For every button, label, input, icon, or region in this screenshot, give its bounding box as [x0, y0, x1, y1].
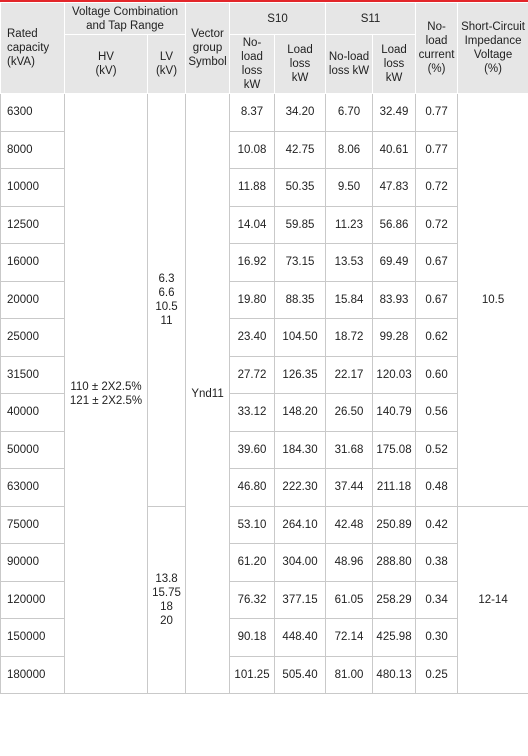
- s11-no-load-cell: 13.53: [326, 244, 373, 282]
- s11-no-load-cell: 81.00: [326, 656, 373, 694]
- s11-no-load-cell: 26.50: [326, 394, 373, 432]
- s10-no-load-cell: 11.88: [230, 169, 275, 207]
- s10-load-cell: 222.30: [275, 469, 326, 507]
- lv-group1-cell: 6.3 6.6 10.5 11: [148, 94, 186, 507]
- s10-no-load-cell: 14.04: [230, 206, 275, 244]
- s11-load-cell: 258.29: [373, 581, 416, 619]
- header-vector-group: Vector group Symbol: [186, 3, 230, 94]
- s10-no-load-cell: 46.80: [230, 469, 275, 507]
- header-no-load-current: No-load current (%): [416, 3, 458, 94]
- header-s10-no-load: No-load loss kW: [230, 35, 275, 94]
- s10-load-cell: 34.20: [275, 94, 326, 132]
- rated-capacity-cell: 75000: [1, 506, 65, 544]
- s11-load-cell: 425.98: [373, 619, 416, 657]
- no-load-current-cell: 0.67: [416, 281, 458, 319]
- s10-load-cell: 42.75: [275, 131, 326, 169]
- s10-load-cell: 377.15: [275, 581, 326, 619]
- s10-no-load-cell: 101.25: [230, 656, 275, 694]
- header-s11-load: Load loss kW: [373, 35, 416, 94]
- rated-capacity-cell: 12500: [1, 206, 65, 244]
- s10-load-cell: 88.35: [275, 281, 326, 319]
- impedance-group1-cell: 10.5: [458, 94, 528, 507]
- s10-load-cell: 304.00: [275, 544, 326, 582]
- no-load-current-cell: 0.30: [416, 619, 458, 657]
- no-load-current-cell: 0.77: [416, 94, 458, 132]
- s11-no-load-cell: 72.14: [326, 619, 373, 657]
- vector-group-cell: Ynd11: [186, 94, 230, 694]
- s11-load-cell: 40.61: [373, 131, 416, 169]
- s10-no-load-cell: 19.80: [230, 281, 275, 319]
- rated-capacity-cell: 10000: [1, 169, 65, 207]
- no-load-current-cell: 0.38: [416, 544, 458, 582]
- no-load-current-cell: 0.52: [416, 431, 458, 469]
- s11-load-cell: 56.86: [373, 206, 416, 244]
- s10-no-load-cell: 27.72: [230, 356, 275, 394]
- s11-load-cell: 47.83: [373, 169, 416, 207]
- rated-capacity-cell: 50000: [1, 431, 65, 469]
- s11-load-cell: 140.79: [373, 394, 416, 432]
- s10-load-cell: 448.40: [275, 619, 326, 657]
- no-load-current-cell: 0.77: [416, 131, 458, 169]
- table-header: [1, 3, 528, 94]
- no-load-current-cell: 0.48: [416, 469, 458, 507]
- rated-capacity-cell: 63000: [1, 469, 65, 507]
- s11-load-cell: 175.08: [373, 431, 416, 469]
- s10-load-cell: 73.15: [275, 244, 326, 282]
- s11-load-cell: 480.13: [373, 656, 416, 694]
- hv-range-cell: 110 ± 2X2.5% 121 ± 2X2.5%: [65, 94, 148, 694]
- s10-load-cell: 184.30: [275, 431, 326, 469]
- s11-no-load-cell: 9.50: [326, 169, 373, 207]
- header-s10: S10: [230, 3, 326, 35]
- s11-no-load-cell: 6.70: [326, 94, 373, 132]
- s10-load-cell: 59.85: [275, 206, 326, 244]
- s10-no-load-cell: 8.37: [230, 94, 275, 132]
- rated-capacity-cell: 31500: [1, 356, 65, 394]
- rated-capacity-cell: 40000: [1, 394, 65, 432]
- header-s11: S11: [326, 3, 416, 35]
- s10-no-load-cell: 90.18: [230, 619, 275, 657]
- header-s10-load: Load loss kW: [275, 35, 326, 94]
- impedance-group2-cell: 12-14: [458, 506, 528, 694]
- s10-no-load-cell: 39.60: [230, 431, 275, 469]
- no-load-current-cell: 0.60: [416, 356, 458, 394]
- s11-no-load-cell: 18.72: [326, 319, 373, 357]
- s11-no-load-cell: 8.06: [326, 131, 373, 169]
- s10-load-cell: 126.35: [275, 356, 326, 394]
- s11-load-cell: 120.03: [373, 356, 416, 394]
- s11-no-load-cell: 15.84: [326, 281, 373, 319]
- no-load-current-cell: 0.67: [416, 244, 458, 282]
- no-load-current-cell: 0.56: [416, 394, 458, 432]
- rated-capacity-cell: 120000: [1, 581, 65, 619]
- s11-no-load-cell: 37.44: [326, 469, 373, 507]
- no-load-current-cell: 0.72: [416, 206, 458, 244]
- table-body: [1, 94, 528, 694]
- no-load-current-cell: 0.25: [416, 656, 458, 694]
- s11-no-load-cell: 48.96: [326, 544, 373, 582]
- s11-load-cell: 69.49: [373, 244, 416, 282]
- s11-load-cell: 211.18: [373, 469, 416, 507]
- lv-group2-cell: 13.8 15.75 18 20: [148, 506, 186, 694]
- header-s11-no-load: No-load loss kW: [326, 35, 373, 94]
- no-load-current-cell: 0.34: [416, 581, 458, 619]
- s11-load-cell: 32.49: [373, 94, 416, 132]
- s10-no-load-cell: 23.40: [230, 319, 275, 357]
- s10-load-cell: 264.10: [275, 506, 326, 544]
- header-voltage-combination: Voltage Combination and Tap Range: [65, 3, 186, 35]
- rated-capacity-cell: 150000: [1, 619, 65, 657]
- s11-no-load-cell: 11.23: [326, 206, 373, 244]
- table-row: [1, 94, 528, 132]
- s10-no-load-cell: 16.92: [230, 244, 275, 282]
- rated-capacity-cell: 20000: [1, 281, 65, 319]
- s10-no-load-cell: 10.08: [230, 131, 275, 169]
- s11-no-load-cell: 42.48: [326, 506, 373, 544]
- s11-no-load-cell: 61.05: [326, 581, 373, 619]
- rated-capacity-cell: 180000: [1, 656, 65, 694]
- s10-no-load-cell: 53.10: [230, 506, 275, 544]
- s10-no-load-cell: 76.32: [230, 581, 275, 619]
- s11-load-cell: 99.28: [373, 319, 416, 357]
- no-load-current-cell: 0.72: [416, 169, 458, 207]
- header-rated-capacity: Rated capacity (kVA): [1, 3, 65, 94]
- rated-capacity-cell: 16000: [1, 244, 65, 282]
- s10-no-load-cell: 61.20: [230, 544, 275, 582]
- rated-capacity-cell: 25000: [1, 319, 65, 357]
- s11-load-cell: 288.80: [373, 544, 416, 582]
- rated-capacity-cell: 6300: [1, 94, 65, 132]
- no-load-current-cell: 0.42: [416, 506, 458, 544]
- s11-no-load-cell: 22.17: [326, 356, 373, 394]
- rated-capacity-cell: 90000: [1, 544, 65, 582]
- s11-load-cell: 83.93: [373, 281, 416, 319]
- rated-capacity-cell: 8000: [1, 131, 65, 169]
- s10-load-cell: 50.35: [275, 169, 326, 207]
- s11-load-cell: 250.89: [373, 506, 416, 544]
- no-load-current-cell: 0.62: [416, 319, 458, 357]
- header-lv: LV (kV): [148, 35, 186, 94]
- s10-load-cell: 148.20: [275, 394, 326, 432]
- s11-no-load-cell: 31.68: [326, 431, 373, 469]
- s10-no-load-cell: 33.12: [230, 394, 275, 432]
- header-impedance: Short-Circuit Impedance Voltage (%): [458, 3, 528, 94]
- s10-load-cell: 505.40: [275, 656, 326, 694]
- header-hv: HV (kV): [65, 35, 148, 94]
- transformer-spec-table: [0, 2, 528, 694]
- s10-load-cell: 104.50: [275, 319, 326, 357]
